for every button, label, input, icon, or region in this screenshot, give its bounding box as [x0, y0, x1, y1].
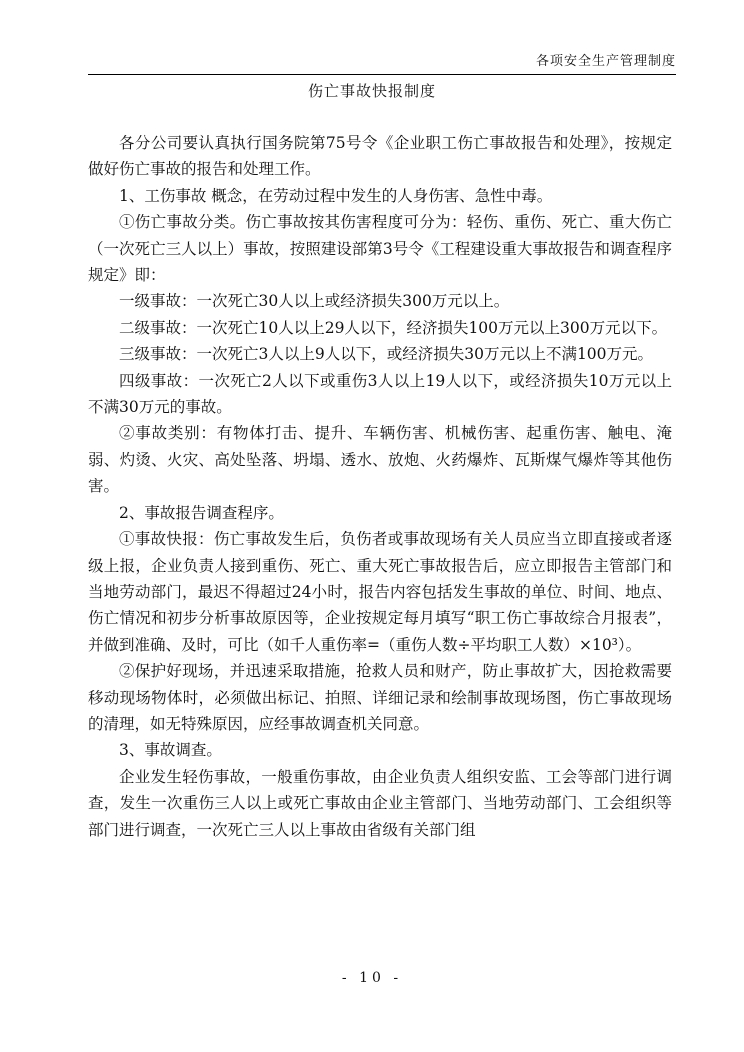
- page-number: - 10 -: [341, 970, 403, 986]
- document-body: [88, 130, 672, 843]
- paragraph: 1、工伤事故 概念，在劳动过程中发生的人身伤害、急性中毒。: [119, 186, 553, 205]
- paragraph: 一级事故：一次死亡30人以上或经济损失300万元以上。: [119, 292, 510, 311]
- paragraph: 企业发生轻伤事故，一般重伤事故，由企业负责人组织安监、工会等部门进行调查，发生一次重伤三人以上或死亡事故由企业主管部门、当地劳动部门、工会组织等部门进行调查，一次死亡三人以上事故由省级有关部门组: [88, 767, 672, 839]
- paragraph: ②保护好现场，并迅速采取措施，抢救人员和财产，防止事故扩大，因抢救需要移动现场物体时，必须做出标记、拍照、详细记录和绘制事故现场图，伤亡事故现场的清理，如无特殊原因，应经事故调查机关同意。: [88, 662, 672, 733]
- paragraph: 四级事故：一次死亡2人以下或重伤3人以上19人以下，或经济损失10万元以上不满30万元的事故。: [88, 371, 672, 417]
- paragraph: 三级事故：一次死亡3人以上9人以下，或经济损失30万元以上不满100万元。: [119, 345, 654, 364]
- paragraph: ①伤亡事故分类。伤亡事故按其伤害程度可分为：轻伤、重伤、死亡、重大伤亡（一次死亡三人以上）事故，按照建设部第3号令《工程建设重大事故报告和调查程序规定》即：: [88, 213, 672, 285]
- paragraph: 2、事故报告调查程序。: [119, 503, 284, 522]
- paragraph: ①事故快报：伤亡事故发生后，负伤者或事故现场有关人员应当立即直接或者逐级上报，企业负责人接到重伤、死亡、重大死亡事故报告后，应立即报告主管部门和当地劳动部门，最迟不得超过24小时，报告内容包括发生事故的单位、时间、地点、伤亡情况和初步分析事故原因等，企业按规定每月填写“职工伤亡事故综合月报表”，并做到准确、及时，可比（如千人重伤率=（重伤人数÷平均职工人数）×10³）。: [88, 530, 672, 654]
- running-header: [88, 52, 676, 75]
- paragraph: 各分公司要认真执行国务院第75号令《企业职工伤亡事故报告和处理》，按规定做好伤亡事故的报告和处理工作。: [88, 134, 672, 179]
- paragraph: 3、事故调查。: [119, 741, 222, 760]
- document-title: 伤亡事故快报制度: [307, 82, 436, 100]
- running-header-title: 各项安全生产管理制度: [535, 54, 676, 69]
- paragraph: ②事故类别：有物体打击、提升、车辆伤害、机械伤害、起重伤害、触电、淹弱、灼烫、火灾、高处坠落、坍塌、透水、放炮、火药爆炸、瓦斯煤气爆炸等其他伤害。: [88, 424, 672, 496]
- paragraph: 二级事故：一次死亡10人以上29人以下，经济损失100万元以上300万元以下。: [119, 318, 668, 337]
